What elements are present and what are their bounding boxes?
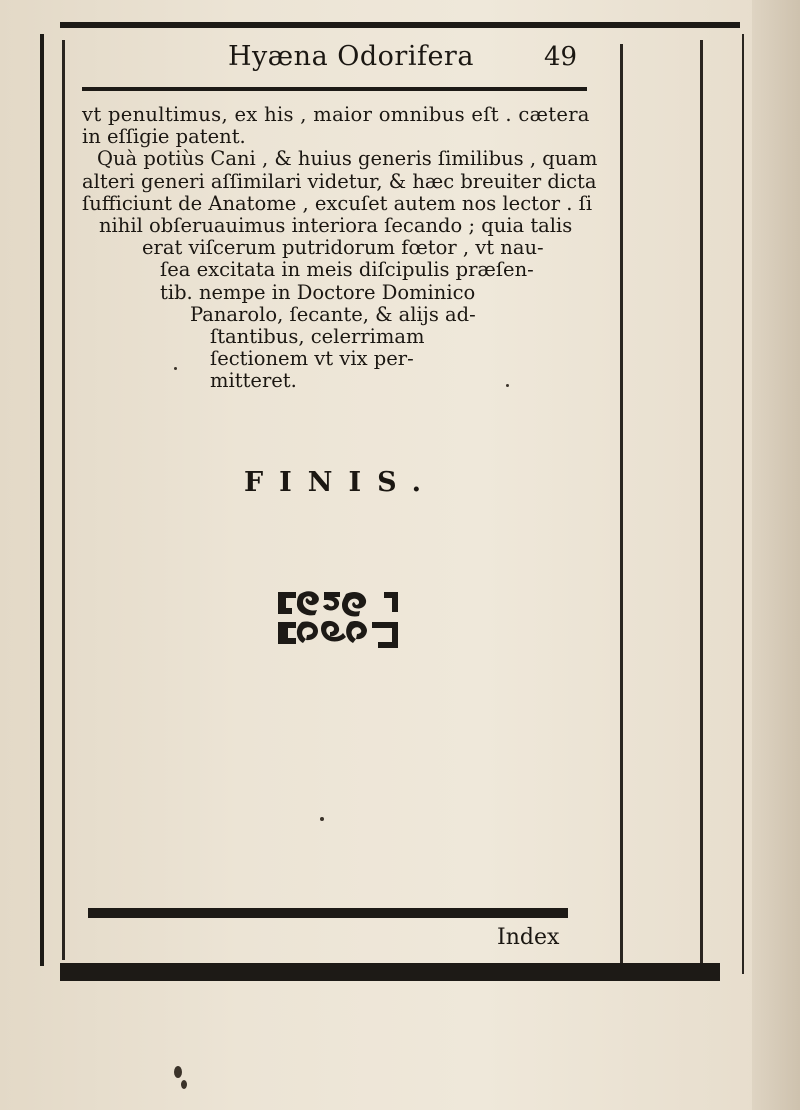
finis-heading: FINIS. [244,467,438,498]
top-border-rule [60,22,740,28]
left-inner-line [62,40,65,960]
page-number: 49 [544,42,578,72]
right-page-edge-line [700,40,703,970]
text-line: mitteret. [210,369,297,393]
text-line: erat viſcerum putridorum fœtor , vt nau- [142,236,544,260]
page-edge-shadow [752,0,800,1110]
paper-speck [181,1080,187,1089]
paper-speck [174,367,177,370]
header-rule [82,87,587,91]
paper-speck [174,1066,182,1078]
text-line: ſufficiunt de Anatome , excuſet autem nos lector . ſi [82,191,593,215]
text-line: ſectionem vt vix per- [210,347,414,371]
paper-speck [506,384,509,387]
text-line: ſea excitata in meis diſcipulis præſen- [160,258,534,282]
right-border-line [620,44,623,964]
printers-ornament-icon [274,588,402,650]
text-line: Quà potiùs Cani , & huius generis ſimilibus , quam [97,147,598,171]
text-line: tib. nempe in Doctore Dominico [160,280,476,304]
paper-speck [320,817,324,821]
text-line: alteri generi aſſimilari videtur, & hæc breuiter dicta [82,169,597,193]
right-outer-edge-line [742,34,744,974]
running-head-title: Hyæna Odorifera [228,41,474,72]
text-line: vt penultimus, ex his , maior omnibus eſt . cætera [82,103,590,126]
left-border-line [40,34,44,966]
text-line: in eſſigie patent. [82,125,246,149]
text-line: ſtantibus, celerrimam [210,325,425,349]
text-line: nihil obſeruauimus interiora ſecando ; quia talis [99,214,573,238]
catchword: Index [497,925,560,950]
footer-rule [88,908,568,918]
text-line: Panarolo, ſecante, & alijs ad- [190,302,476,326]
body-text [82,104,602,393]
bottom-border-rule [60,963,720,981]
